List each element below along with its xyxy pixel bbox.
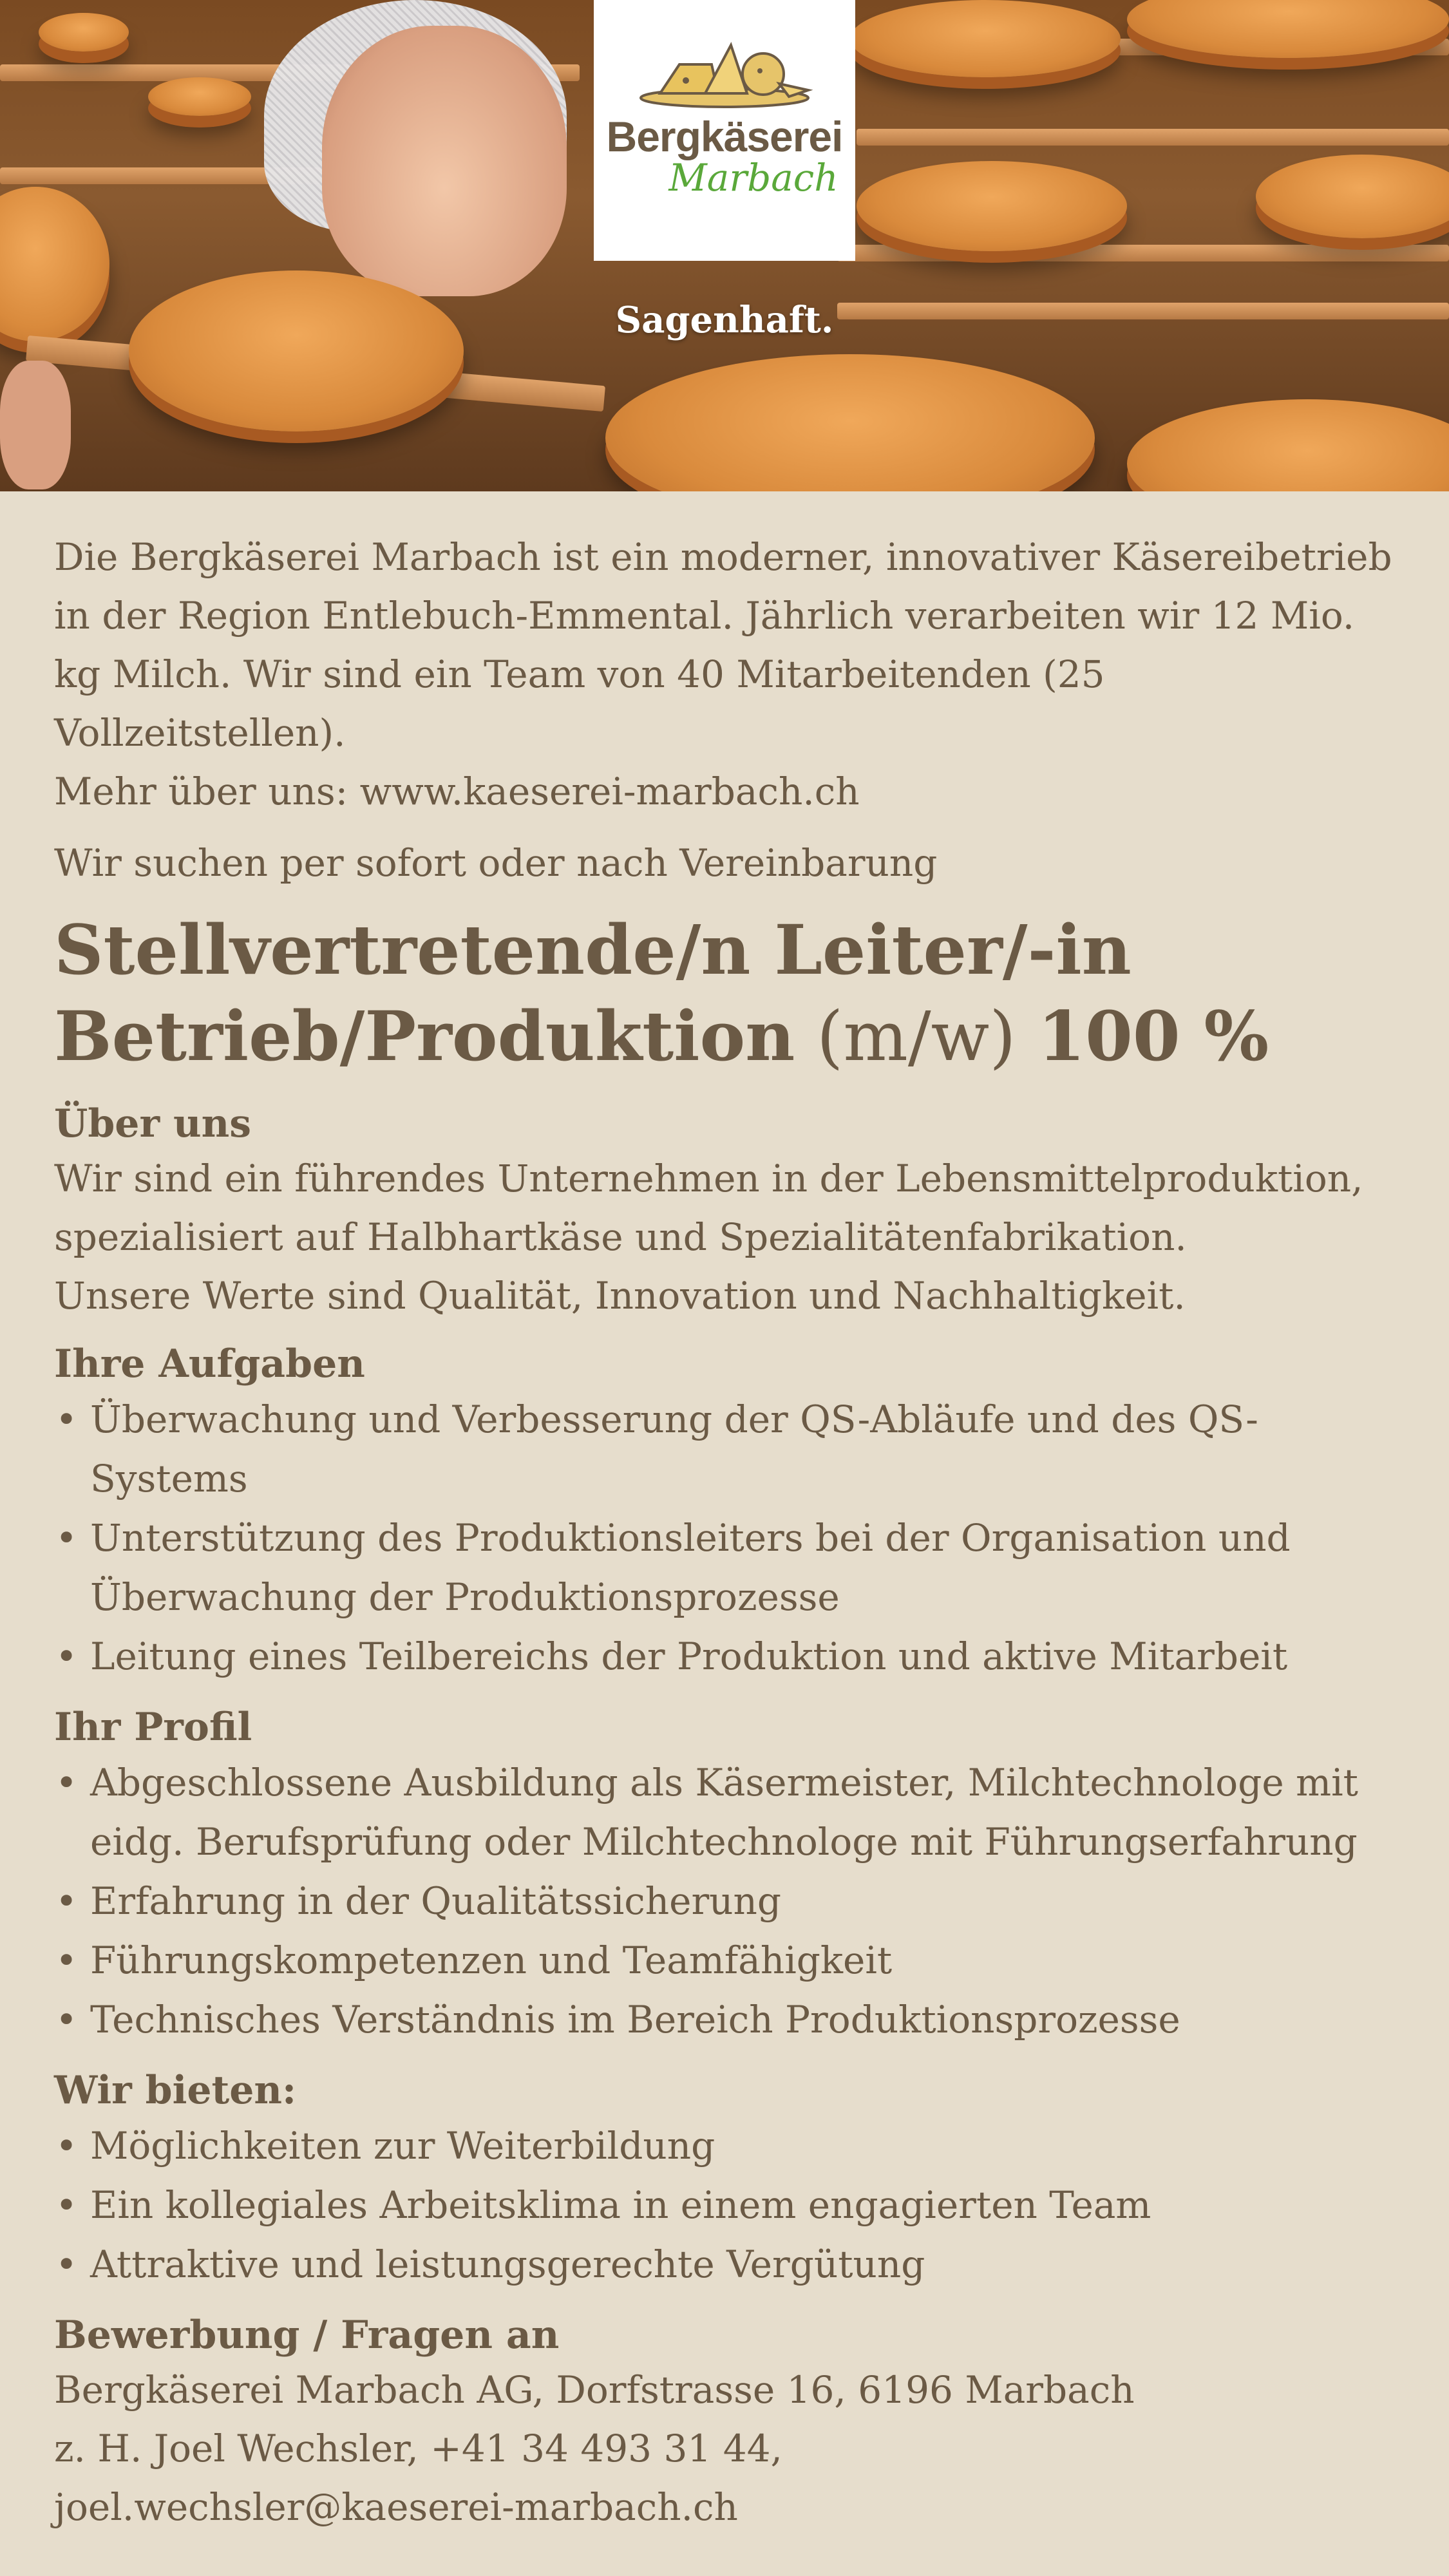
about-heading: Über uns: [54, 1101, 251, 1146]
cheese-logo-icon: [634, 39, 815, 109]
offer-heading: Wir bieten:: [54, 2068, 297, 2113]
job-ad-content: [54, 528, 1400, 2550]
about-line: Wir sind ein führendes Unternehmen in der Lebensmittelproduktion,: [54, 1157, 1363, 1200]
about-section: [54, 1098, 1400, 1325]
tasks-list: [54, 1390, 1400, 1686]
logo: [594, 0, 855, 261]
list-item: • Technisches Verständnis im Bereich Produktionsprozesse: [54, 1990, 1400, 2049]
profile-heading: Ihr Profil: [54, 1705, 252, 1750]
about-line: Unsere Werte sind Qualität, Innovation und Nachhaltigkeit.: [54, 1274, 1186, 1318]
website-link[interactable]: Mehr über uns: www.kaeserei-marbach.ch: [54, 770, 860, 813]
list-item: • Führungskompetenzen und Teamfähigkeit: [54, 1931, 1400, 1990]
profile-section: [54, 1701, 1400, 2049]
job-gender: (m/w): [795, 997, 1038, 1076]
profile-list: [54, 1753, 1400, 2049]
intro-section: [54, 528, 1400, 821]
list-item: • Möglichkeiten zur Weiterbildung: [54, 2116, 1400, 2175]
offer-list: [54, 2116, 1400, 2294]
contact-email[interactable]: joel.wechsler@kaeserei-marbach.ch: [54, 2485, 738, 2529]
job-workload: 100 %: [1037, 996, 1269, 1076]
job-title-line2: Betrieb/Produktion: [54, 996, 795, 1076]
contact-section: [54, 2309, 1400, 2537]
contact-person: z. H. Joel Wechsler, +41 34 493 31 44,: [54, 2427, 782, 2470]
logo-main-text: Bergkäserei: [606, 113, 843, 160]
search-statement: Wir suchen per sofort oder nach Vereinbarung: [54, 841, 938, 885]
offer-section: [54, 2065, 1400, 2294]
tagline: Sagenhaft.: [615, 299, 834, 341]
job-title: [54, 907, 1400, 1080]
logo-sub-text: Marbach: [668, 156, 838, 200]
list-item: • Attraktive und leistungsgerechte Vergütung: [54, 2235, 1400, 2294]
tasks-section: [54, 1338, 1400, 1686]
list-item: • Leitung eines Teilbereichs der Produktion und aktive Mitarbeit: [54, 1627, 1400, 1686]
about-line: spezialisiert auf Halbhartkäse und Spezialitätenfabrikation.: [54, 1215, 1187, 1259]
list-item: • Überwachung und Verbesserung der QS-Abläufe und des QS-Systems: [54, 1390, 1400, 1508]
list-item: • Ein kollegiales Arbeitsklima in einem engagierten Team: [54, 2175, 1400, 2235]
job-title-line1: Stellvertretende/n Leiter/-in: [54, 909, 1132, 990]
contact-heading: Bewerbung / Fragen an: [54, 2313, 560, 2358]
tasks-heading: Ihre Aufgaben: [54, 1341, 365, 1387]
intro-paragraph: Die Bergkäserei Marbach ist ein moderner, innovativer Käsereibetrieb in der Region Entlebuch-Emmental. Jährlich verarbeiten wir 12 Mio. kg Milch. Wir sind ein Team von 40 Mitarbeitenden (25 Vollzeitstellen).: [54, 535, 1392, 755]
list-item: • Unterstützung des Produktionsleiters bei der Organisation und Überwachung der Produktionsprozesse: [54, 1508, 1400, 1627]
list-item: • Abgeschlossene Ausbildung als Käsermeister, Milchtechnologe mit eidg. Berufsprüfung oder Milchtechnologe mit Führungserfahrung: [54, 1753, 1400, 1871]
list-item: • Erfahrung in der Qualitätssicherung: [54, 1871, 1400, 1931]
contact-address: Bergkäserei Marbach AG, Dorfstrasse 16, 6196 Marbach: [54, 2368, 1135, 2412]
hero-image: [0, 0, 1449, 491]
